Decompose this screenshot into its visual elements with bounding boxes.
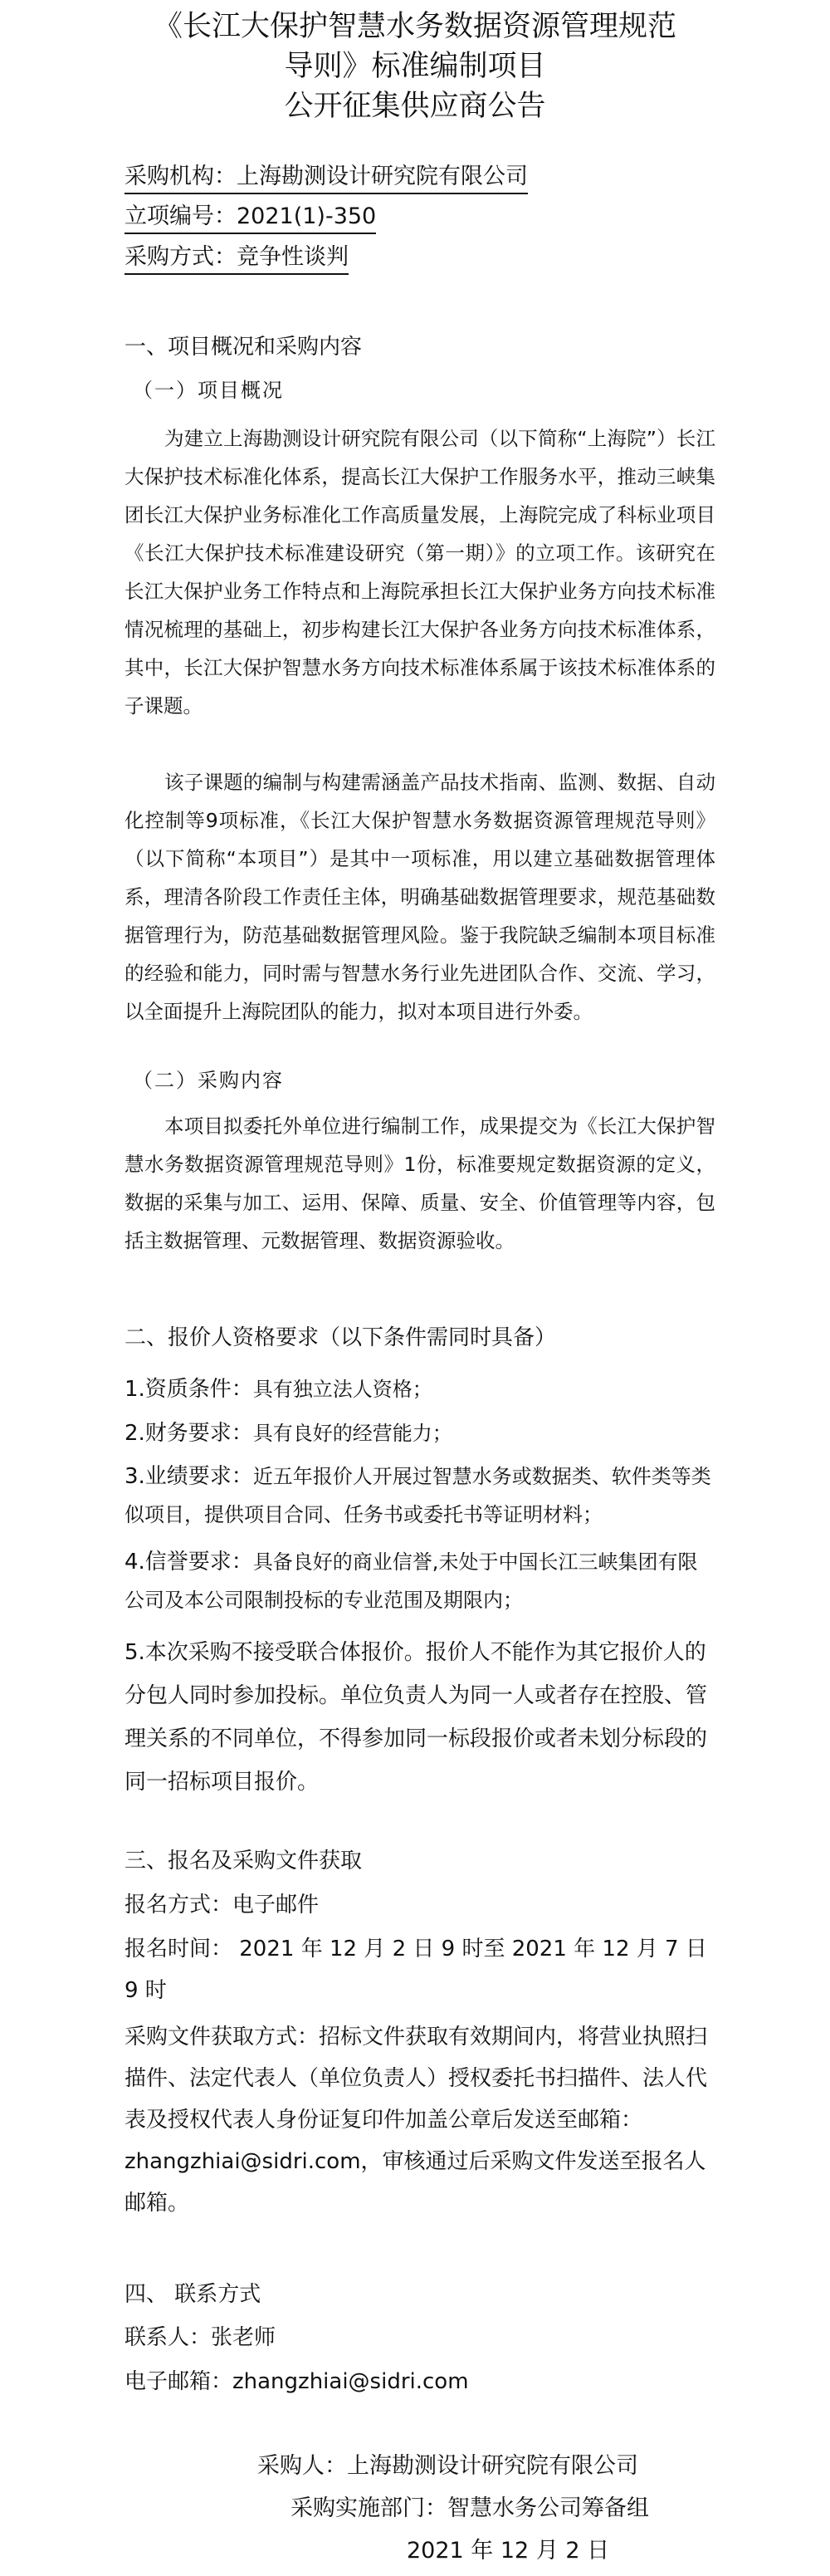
section-1-paragraph-3: 本项目拟委托外单位进行编制工作，成果提交为《长江大保护智慧水务数据资源管理规范导则》1份，标准要规定数据资源的定义，数据的采集与加工、运用、保障、质量、安全、价值管理等内容，包括主数据管理、元数据管理、数据资源验收。 [124,1114,715,1252]
procurement-method-label: 采购方式： [124,244,237,270]
document-title [50,7,780,126]
project-number-label: 立项编号： [124,203,237,229]
title-line-2: 导则》标准编制项目 [284,50,546,83]
signature-department: 采购实施部门：智慧水务公司筹备组 [290,2495,649,2521]
document-retrieval: 采购文件获取方式：招标文件获取有效期间内，将营业执照扫描件、法定代表人（单位负责人）授权委托书扫描件、法人代表及授权代表人身份证复印件加盖公章后发送至邮箱：zhangzhiai@sidri.com，审核通过后采购文件发送至报名人邮箱。 [124,2025,708,2216]
requirement-3-label: 3.业绩要求： [124,1464,253,1489]
contact-person: 联系人：张老师 [124,2325,276,2350]
requirement-1-text: 具有独立法人资格； [252,1378,432,1401]
procurement-org [124,162,528,194]
title-line-3: 公开征集供应商公告 [284,90,546,123]
section-1-sub-1: （一）项目概况 [133,379,284,402]
title-line-1: 《长江大保护智慧水务数据资源管理规范 [153,10,676,43]
requirement-1-label: 1.资质条件： [124,1377,253,1402]
requirement-3 [124,1457,715,1534]
section-2-heading: 二、报价人资格要求（以下条件需同时具备） [124,1325,557,1350]
requirement-2-label: 2.财务要求： [124,1421,253,1446]
registration-mode: 报名方式：电子邮件 [124,1893,320,1917]
registration-time: 报名时间： 2021 年 12 月 2 日 9 时至 2021 年 12 月 7 日 9 时 [124,1937,707,2003]
procurement-org-label: 采购机构： [124,164,237,189]
requirement-4-text: 具备良好的商业信誉,未处于中国长江三峡集团有限公司及本公司限制投标的专业范围及期限内； [124,1550,698,1612]
project-number [124,202,376,234]
contact-email: 电子邮箱：zhangzhiai@sidri.com [124,2369,469,2394]
requirement-2-text: 具有良好的经营能力； [252,1422,452,1445]
requirement-4 [124,1543,715,1619]
requirement-1 [124,1370,715,1408]
signature-date: 2021 年 12 月 2 日 [407,2538,610,2564]
requirement-2 [124,1414,715,1452]
project-number-value: 2021(1)-350 [237,203,377,229]
section-3-heading: 三、报名及采购文件获取 [124,1849,363,1873]
section-1-paragraph-2: 该子课题的编制与构建需涵盖产品技术指南、监测、数据、自动化控制等9项标准，《长江大保护智慧水务数据资源管理规范导则》（以下简称“本项目”）是其中一项标准，用以建立基础数据管理体系，理清各阶段工作责任主体，明确基础数据管理要求，规范基础数据管理行为，防范基础数据管理风险。鉴于我院缺乏编制本项目标准的经验和能力，同时需与智慧水务行业先进团队合作、交流、学习，以全面提升上海院团队的能力，拟对本项目进行外委。 [124,771,715,1023]
section-1-paragraph-1: 为建立上海勘测设计研究院有限公司（以下简称“上海院”）长江大保护技术标准化体系，提高长江大保护工作服务水平，推动三峡集团长江大保护业务标准化工作高质量发展，上海院完成了科标业项目《长江大保护技术标准建设研究（第一期）》的立项工作。该研究在长江大保护业务工作特点和上海院承担长江大保护业务方向技术标准情况梳理的基础上，初步构建长江大保护各业务方向技术标准体系，其中，长江大保护智慧水务方向技术标准体系属于该技术标准体系的子课题。 [124,427,715,717]
procurement-method-value: 竞争性谈判 [237,244,349,270]
procurement-method [124,242,349,275]
section-1-heading: 一、项目概况和采购内容 [124,335,363,360]
procurement-org-value: 上海勘测设计研究院有限公司 [237,164,528,189]
section-1-sub-2: （二）采购内容 [133,1069,284,1092]
section-4-heading: 四、 联系方式 [124,2282,261,2307]
requirement-4-label: 4.信誉要求： [124,1550,253,1574]
requirement-3-text: 近五年报价人开展过智慧水务或数据类、软件类等类似项目，提供项目合同、任务书或委托书等证明材料； [124,1465,711,1526]
requirement-5: 5.本次采购不接受联合体报价。报价人不能作为其它报价人的分包人同时参加投标。单位负责人为同一人或者存在控股、管理关系的不同单位，不得参加同一标段报价或者未划分标段的同一招标项目报价。 [124,1640,708,1795]
signature-buyer: 采购人：上海勘测设计研究院有限公司 [257,2453,638,2479]
